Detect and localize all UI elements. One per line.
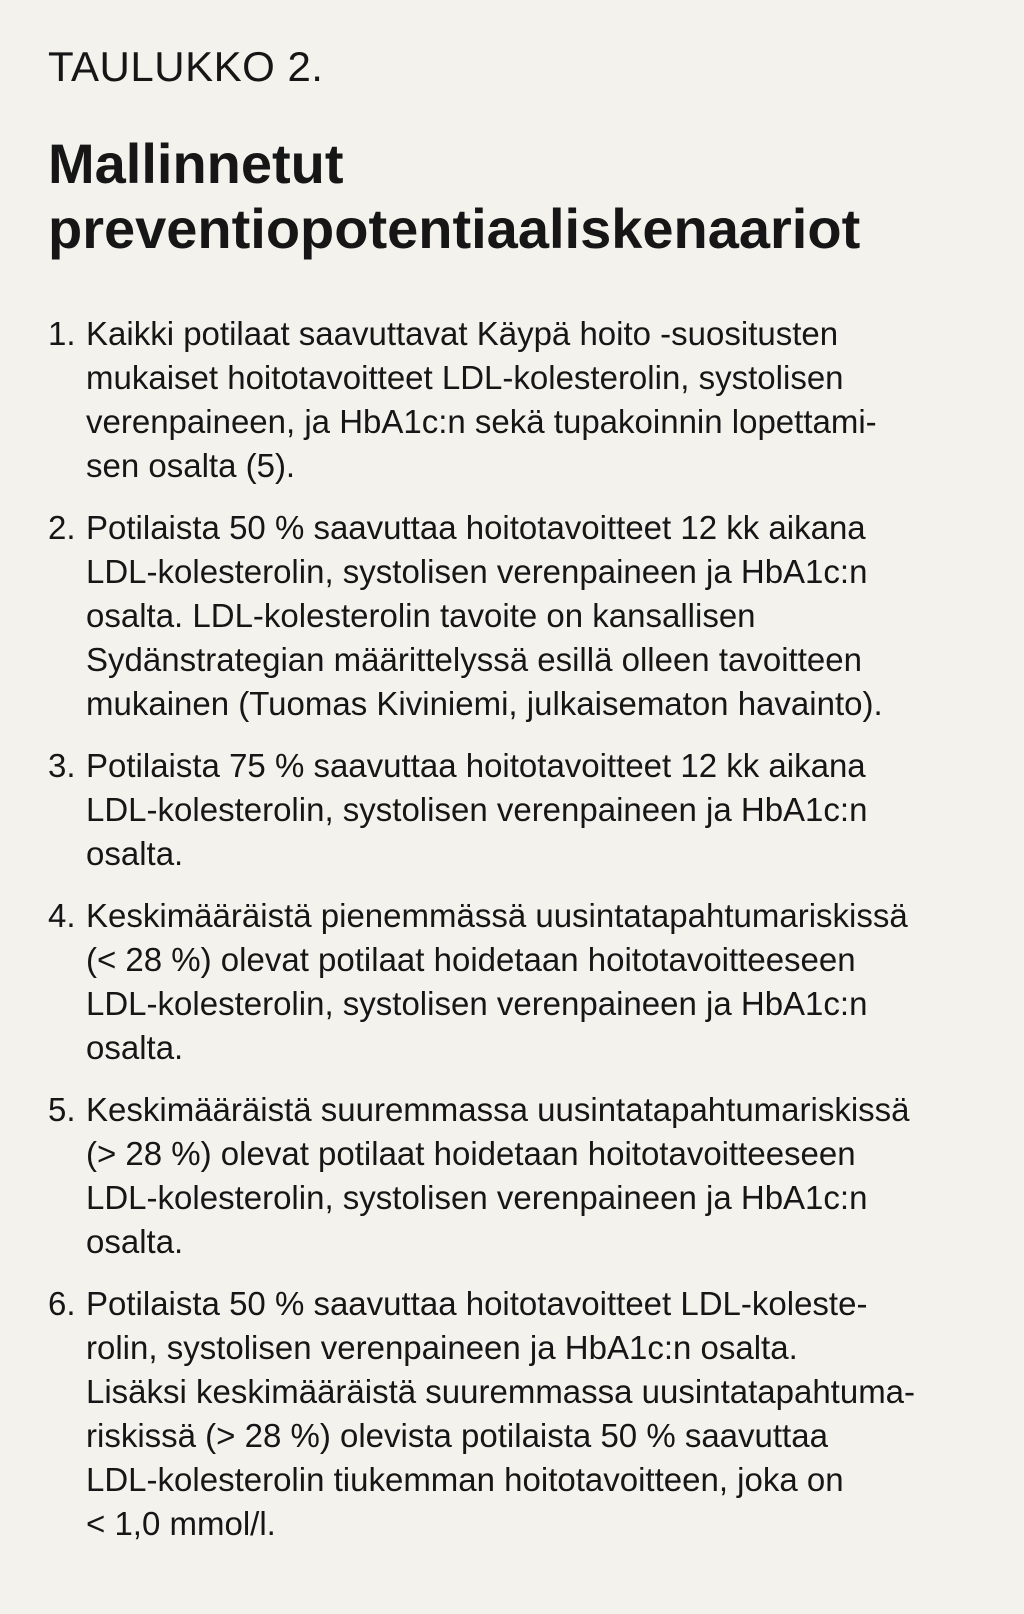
scenario-text-line: osalta. <box>86 835 184 873</box>
scenario-text-line: LDL-kolesterolin, systolisen verenpaineen ja HbA1c:n <box>86 1179 868 1217</box>
table-label: TAULUKKO 2. <box>48 43 324 90</box>
scenario-item <box>48 506 964 726</box>
scenario-text-line: Kaikki potilaat saavuttavat Käypä hoito -suositusten <box>86 315 839 353</box>
scenario-item <box>48 894 964 1070</box>
scenario-text-line: mukaiset hoitotavoitteet LDL-kolesterolin, systolisen <box>86 359 844 397</box>
scenario-number: 4. <box>48 897 76 935</box>
scenario-number: 6. <box>48 1285 76 1323</box>
scenario-text-line: Potilaista 50 % saavuttaa hoitotavoitteet LDL-koleste- <box>86 1285 868 1323</box>
scenario-number: 1. <box>48 315 76 353</box>
scenario-text-line: LDL-kolesterolin tiukemman hoitotavoitteen, joka on <box>86 1461 844 1499</box>
scenario-number: 2. <box>48 509 76 547</box>
scenario-list <box>48 312 964 1546</box>
scenario-text-line: LDL-kolesterolin, systolisen verenpaineen ja HbA1c:n <box>86 985 868 1023</box>
title-line: Mallinnetut <box>48 132 344 196</box>
scenario-number: 5. <box>48 1091 76 1129</box>
scenario-item <box>48 312 964 488</box>
scenario-text-line: Potilaista 75 % saavuttaa hoitotavoitteet 12 kk aikana <box>86 747 866 785</box>
scenario-text-line: LDL-kolesterolin, systolisen verenpaineen ja HbA1c:n <box>86 791 868 829</box>
scenario-text-line: LDL-kolesterolin, systolisen verenpaineen ja HbA1c:n <box>86 553 868 591</box>
page-title <box>48 132 964 262</box>
scenario-text-line: Keskimääräistä pienemmässä uusintatapahtumariskissä <box>86 897 908 935</box>
scenario-text-line: Sydänstrategian määrittelyssä esillä olleen tavoitteen <box>86 641 862 679</box>
scenario-text-line: osalta. <box>86 1029 184 1067</box>
scenario-text-line: osalta. <box>86 1223 184 1261</box>
scenario-text-line: osalta. LDL-kolesterolin tavoite on kansallisen <box>86 597 756 635</box>
scenario-text-line: sen osalta (5). <box>86 447 296 485</box>
scenario-item <box>48 1282 964 1546</box>
scenario-text-line: (> 28 %) olevat potilaat hoidetaan hoitotavoitteeseen <box>86 1135 856 1173</box>
scenario-item <box>48 744 964 876</box>
scenario-text-line: rolin, systolisen verenpaineen ja HbA1c:n osalta. <box>86 1329 798 1367</box>
scenario-text-line: Keskimääräistä suuremmassa uusintatapahtumariskissä <box>86 1091 910 1129</box>
scenario-number: 3. <box>48 747 76 785</box>
scenario-text-line: Lisäksi keskimääräistä suuremmassa uusintatapahtuma- <box>86 1373 916 1411</box>
scenario-text-line: verenpaineen, ja HbA1c:n sekä tupakoinnin lopettami- <box>86 403 877 441</box>
title-line: preventiopotentiaaliskenaariot <box>48 197 861 261</box>
scenario-item <box>48 1088 964 1264</box>
scenario-text-line: < 1,0 mmol/l. <box>86 1505 276 1543</box>
scenario-text-line: (< 28 %) olevat potilaat hoidetaan hoitotavoitteeseen <box>86 941 856 979</box>
scenario-text-line: riskissä (> 28 %) olevista potilaista 50 % saavuttaa <box>86 1417 828 1455</box>
scenario-text-line: Potilaista 50 % saavuttaa hoitotavoitteet 12 kk aikana <box>86 509 866 547</box>
scenario-text-line: mukainen (Tuomas Kiviniemi, julkaisematon havainto). <box>86 685 883 723</box>
